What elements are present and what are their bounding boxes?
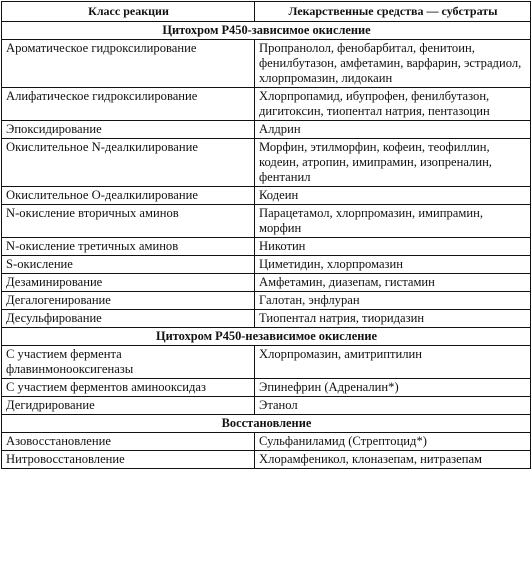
drugs-cell: Алдрин — [255, 121, 531, 139]
table-row — [2, 379, 531, 397]
table-row — [2, 238, 531, 256]
table-row — [2, 451, 531, 469]
reaction-cell: Эпоксидирование — [2, 121, 255, 139]
table-header-row — [2, 2, 531, 22]
table-row — [2, 274, 531, 292]
reaction-cell: Ароматическое гидроксилирование — [2, 40, 255, 88]
drugs-cell: Галотан, энфлуран — [255, 292, 531, 310]
table-row — [2, 346, 531, 379]
section-row — [2, 415, 531, 433]
reaction-cell: Дегалогенирование — [2, 292, 255, 310]
reaction-cell: Дегидрирование — [2, 397, 255, 415]
reaction-cell: N-окисление вторичных аминов — [2, 205, 255, 238]
section-title: Восстановление — [2, 415, 531, 433]
table-row — [2, 433, 531, 451]
drugs-cell: Хлорамфеникол, клоназепам, нитразепам — [255, 451, 531, 469]
reaction-cell: Десульфирование — [2, 310, 255, 328]
table-row — [2, 256, 531, 274]
reaction-cell: S-окисление — [2, 256, 255, 274]
reaction-table — [1, 1, 531, 469]
reaction-cell: Дезаминирование — [2, 274, 255, 292]
table-row — [2, 292, 531, 310]
drugs-cell: Сульфаниламид (Стрептоцид*) — [255, 433, 531, 451]
section-row — [2, 328, 531, 346]
reaction-cell: Окислительное N-деалкилирование — [2, 139, 255, 187]
drugs-cell: Этанол — [255, 397, 531, 415]
table-row — [2, 139, 531, 187]
section-title: Цитохром P450-независимое окисление — [2, 328, 531, 346]
drugs-cell: Амфетамин, диазепам, гистамин — [255, 274, 531, 292]
drugs-cell: Хлорпропамид, ибупрофен, фенилбутазон, дигитоксин, тиопентал натрия, пентазоцин — [255, 88, 531, 121]
header-reaction-class: Класс реакции — [2, 2, 255, 22]
drugs-cell: Морфин, этилморфин, кофеин, теофиллин, кодеин, атропин, имипрамин, изопреналин, фентанил — [255, 139, 531, 187]
drugs-cell: Тиопентал натрия, тиоридазин — [255, 310, 531, 328]
table-row — [2, 310, 531, 328]
reaction-cell: С участием фермента флавинмонооксигеназы — [2, 346, 255, 379]
drugs-cell: Кодеин — [255, 187, 531, 205]
drugs-cell: Эпинефрин (Адреналин*) — [255, 379, 531, 397]
drugs-cell: Циметидин, хлорпромазин — [255, 256, 531, 274]
drugs-cell: Парацетамол, хлорпромазин, имипрамин, морфин — [255, 205, 531, 238]
table-row — [2, 187, 531, 205]
header-substrates: Лекарственные средства — субстраты — [255, 2, 531, 22]
reaction-cell: Окислительное O-деалкилирование — [2, 187, 255, 205]
section-row — [2, 22, 531, 40]
table-row — [2, 40, 531, 88]
table-row — [2, 205, 531, 238]
reaction-cell: Алифатическое гидроксилирование — [2, 88, 255, 121]
reaction-cell: С участием ферментов аминооксидаз — [2, 379, 255, 397]
reaction-cell: Азовосстановление — [2, 433, 255, 451]
table-row — [2, 397, 531, 415]
reaction-cell: N-окисление третичных аминов — [2, 238, 255, 256]
table-row — [2, 121, 531, 139]
section-title: Цитохром P450-зависимое окисление — [2, 22, 531, 40]
reaction-cell: Нитровосстановление — [2, 451, 255, 469]
drugs-cell: Никотин — [255, 238, 531, 256]
drugs-cell: Хлорпромазин, амитриптилин — [255, 346, 531, 379]
table-row — [2, 88, 531, 121]
drugs-cell: Пропранолол, фенобарбитал, фенитоин, фенилбутазон, амфетамин, варфарин, эстрадиол, хлорпромазин, лидокаин — [255, 40, 531, 88]
